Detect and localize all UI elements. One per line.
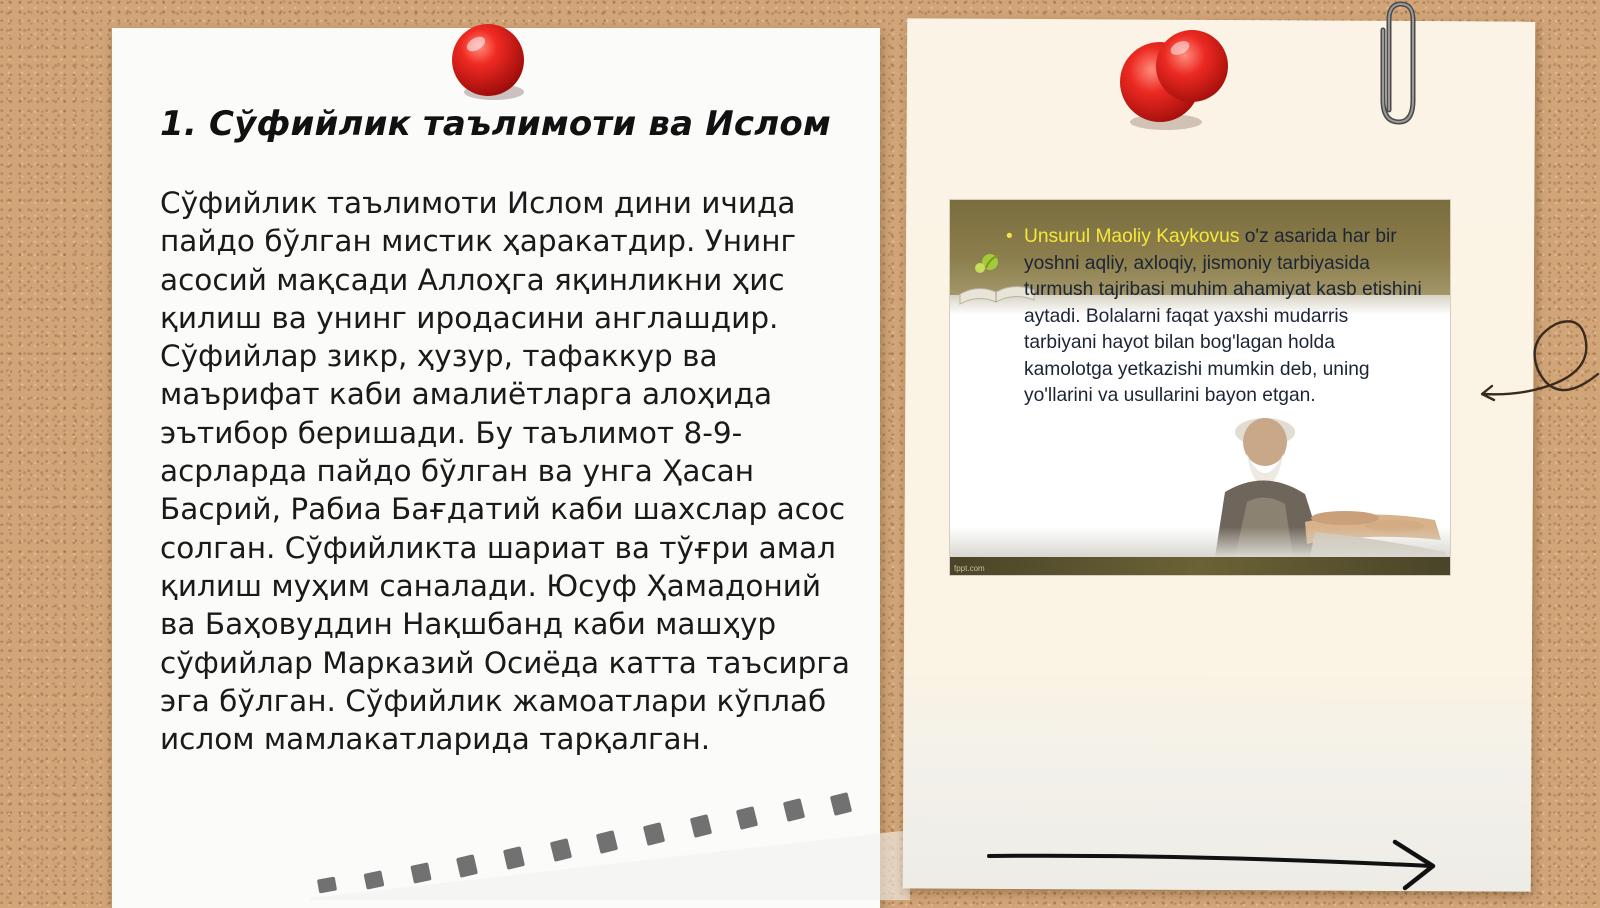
embedded-footer-bar [950, 557, 1450, 575]
swirl-arrow-doodle [1478, 312, 1600, 408]
slide-body-text: Сўфийлик таълимоти Ислом дини ичида пайдо бўлган мистик ҳаракатдир. Унинг асосий мақсади Аллоҳга яқинликни ҳис қилиш ва унинг иродасини англашдир. Сўфийлар зикр, ҳузур, тафаккур ва маърифат каби амалиётларга алоҳида эътибор беришади. Бу таълимот 8-9-асрларда пайдо бўлган ва унга Ҳасан Басрий, Рабиа Бағдатий каби шахслар асос солган. Сўфийликта шариат ва тўғри амал қилиш муҳим саналади. Юсуф Ҳамадоний ва Баҳовуддин Нақшбанд каби машҳур сўфийлар Марказий Осиёда катта таъсирга эга бўлган. Сўфийлик жамоатлари кўплаб ислом мамлакатларида тарқалган. [160, 186, 850, 757]
embedded-footer-text: fppt.com [954, 564, 985, 573]
embedded-body-text: o'z asarida har bir yoshni aqliy, axloqiy, jismoniy tarbiyasida turmush tajribasi muhim ahamiyat kasb etishini aytadi. Bolalarni faqat yaxshi mudarris tarbiyani hayot bilan bog'lagan holda kamolotga yetkazishi mumkin deb, uning yo'llarini va usullarini bayon etgan. [1024, 226, 1422, 406]
bullet-icon: • [1006, 226, 1013, 247]
arrow-right-doodle [985, 836, 1450, 892]
embedded-highlight-name: Unsurul Maoliy Kaykovus [1024, 226, 1240, 247]
embedded-slide-image [950, 200, 1450, 575]
push-pin-icon [448, 20, 534, 106]
slide-heading: 1. Сўфийлик таълимоти ва Ислом [160, 104, 831, 144]
push-pin-icon [1118, 24, 1238, 134]
embedded-bottom-shade [950, 527, 1450, 557]
embedded-slide-text [1024, 224, 1424, 410]
torn-paper-perforation [310, 790, 910, 900]
paperclip-icon [1375, 0, 1425, 128]
